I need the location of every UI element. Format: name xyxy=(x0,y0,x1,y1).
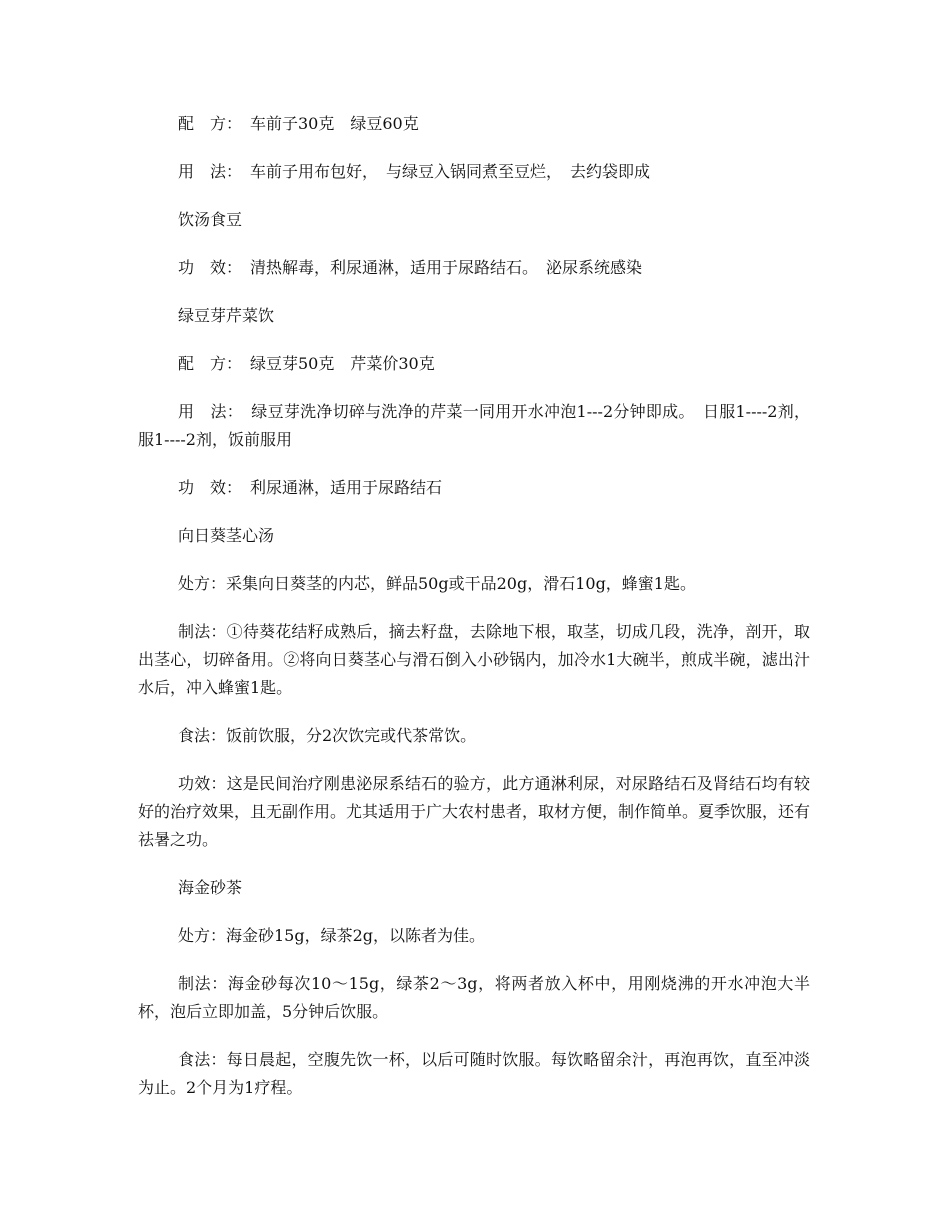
paragraph: 功 效： 清热解毒，利尿通淋，适用于尿路结石。 泌尿系统感染 xyxy=(178,258,643,277)
paragraph: 制法：海金砂每次10～15g，绿茶2～3g，将两者放入杯中，用刚烧沸的开水冲泡大半杯，泡后立即加盖，5分钟后饮服。 xyxy=(138,974,810,1021)
paragraph: 绿豆芽芹菜饮 xyxy=(178,306,275,325)
paragraph: 食法：饭前饮服，分2次饮完或代茶常饮。 xyxy=(178,726,477,745)
paragraph: 配 方： 车前子30克 绿豆60克 xyxy=(178,114,419,133)
paragraph: 用 法： 车前子用布包好， 与绿豆入锅同煮至豆烂， 去约袋即成 xyxy=(178,162,651,181)
paragraph: 处方：海金砂15g，绿茶2g，以陈者为佳。 xyxy=(178,926,486,945)
paragraph: 功 效： 利尿通淋，适用于尿路结石 xyxy=(178,478,443,497)
paragraph: 制法：①待葵花结籽成熟后，摘去籽盘，去除地下根，取茎，切成几段，洗净，剖开，取出茎心，切碎备用。②将向日葵茎心与滑石倒入小砂锅内，加冷水1大碗半，煎成半碗，滤出汁水后，冲入蜂蜜1匙。 xyxy=(138,622,810,697)
paragraph: 饮汤食豆 xyxy=(178,210,243,229)
paragraph: 功效：这是民间治疗刚患泌尿系结石的验方，此方通淋利尿，对尿路结石及肾结石均有较好的治疗效果，且无副作用。尤其适用于广大农村患者，取材方便，制作简单。夏季饮服，还有祛暑之功。 xyxy=(138,774,811,849)
document-body xyxy=(138,110,810,1102)
paragraph: 配 方： 绿豆芽50克 芹菜价30克 xyxy=(178,354,435,373)
paragraph: 向日葵茎心汤 xyxy=(178,526,275,545)
paragraph: 用 法： 绿豆芽洗净切碎与洗净的芹菜一同用开水冲泡1---2分钟即成。 日服1----2剂，服1----2剂，饭前服用 xyxy=(138,402,810,449)
paragraph: 食法：每日晨起，空腹先饮一杯，以后可随时饮服。每饮略留余汁，再泡再饮，直至冲淡为止。2个月为1疗程。 xyxy=(138,1050,810,1097)
paragraph: 海金砂茶 xyxy=(178,878,243,897)
paragraph: 处方：采集向日葵茎的内芯，鲜品50g或干品20g，滑石10g，蜂蜜1匙。 xyxy=(178,574,696,593)
